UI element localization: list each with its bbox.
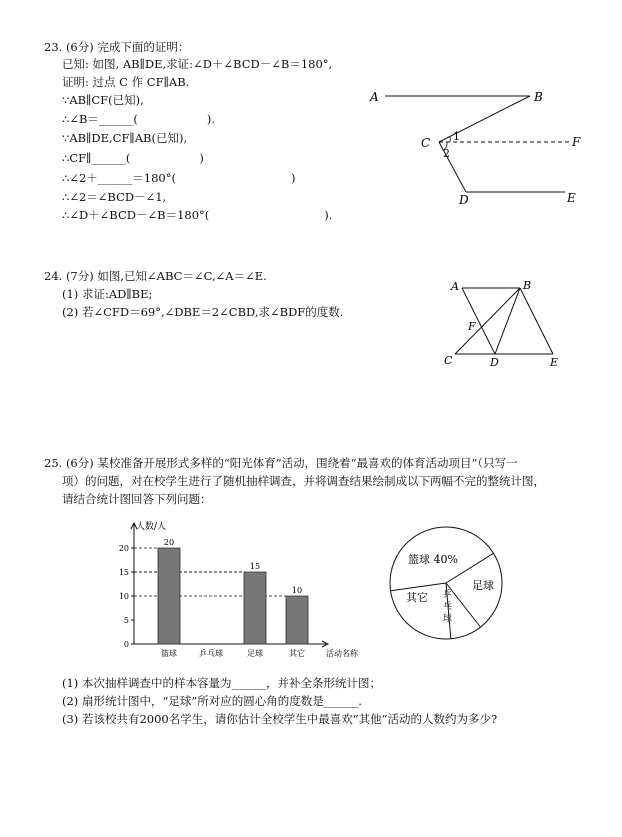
y-tick-label: 0 [123,640,129,649]
q23-step-6: ∴∠2＝∠BCD－∠1, [62,190,167,204]
pie-slice-label: 足球 [472,579,494,592]
q23-step-4: ∴CF∥______( ) [62,151,204,165]
category-label: 乒乓球 [199,649,223,658]
y-tick-label: 15 [118,568,129,577]
label-a: A [451,280,459,293]
category-label: 其它 [289,649,305,658]
q25-text-3: 请结合统计图回答下列问题： [62,492,212,506]
label-f: F [572,135,581,149]
q24-geometry-figure [440,276,580,371]
q23-header: 23. (6分) 完成下面的证明： [44,40,190,54]
pie-slice-label: 其它 [406,591,428,604]
q24-part-2: (2) 若∠CFD＝69°,∠DBE＝2∠CBD,求∠BDF的度数. [62,305,344,319]
q25-question-3: (3) 若该校共有2000名学生，请你估计全校学生中最喜欢“其他”活动的人数约为多少? [62,712,498,726]
label-d: D [490,356,499,369]
q23-given: 已知: 如图, AB∥DE,求证:∠D＋∠BCD－∠B＝180°, [62,57,333,71]
label-e: E [550,356,559,369]
q23-step-5: ∴∠2＋______＝180°( ) [62,171,296,185]
y-tick-label: 20 [118,544,129,553]
y-axis-title: 人数/人 [136,522,167,532]
line-bd [495,288,520,354]
bar-data-label: 20 [163,538,175,547]
bar-data-label: 10 [291,586,303,595]
x-axis-title: 活动名称 [326,649,358,658]
line-ad [462,288,495,354]
q23-step-1: ∵AB∥CF(已知), [62,93,144,107]
bar-chart [112,520,372,665]
q24-part-1: (1) 求证:AD∥BE; [62,287,153,301]
pie-slice-label: 乓 [443,602,453,612]
label-f: F [468,320,476,333]
label-angle-1: 1 [453,130,460,143]
bar-2 [244,572,266,644]
q24-header: 24. (7分) 如图,已知∠ABC＝∠C,∠A＝∠E. [44,269,267,283]
pie-slice-label: 篮球 40% [408,553,458,566]
label-angle-2: 2 [443,147,450,160]
category-label: 足球 [247,649,263,658]
label-b: B [523,279,532,292]
y-tick-label: 10 [118,592,129,601]
q23-step-3: ∵AB∥DE,CF∥AB(已知), [62,131,188,145]
bar-3 [286,596,308,644]
q23-step-7: ∴∠D＋∠BCD－∠B＝180°( ). [62,208,333,222]
bar-data-label: 15 [249,562,261,571]
q25-header: 25. (6分) 某校准备开展形式多样的“阳光体育”活动，围绕着“最喜欢的体育活动项目”（只写一 [44,456,518,470]
q23-proof-start: 证明: 过点 C 作 CF∥AB. [62,75,190,89]
label-c: C [444,354,453,367]
q23-geometry-figure [360,82,600,212]
label-a: A [370,90,379,104]
bar-0 [158,548,180,644]
label-d: D [459,193,469,207]
pie-slice-label: 球 [443,614,453,624]
pie-chart [386,523,506,643]
q25-text-2: 项）的问题，对在校学生进行了随机抽样调查，并将调查结果绘制成以下两幅不完的整统计图， [62,474,545,488]
q25-question-2: (2) 扇形统计图中，“足球”所对应的圆心角的度数是______. [62,694,362,708]
pie-slice-label: 乒 [443,590,453,600]
label-e: E [567,191,576,205]
line-be [520,288,553,354]
category-label: 篮球 [161,649,177,658]
y-tick-label: 5 [123,616,129,625]
q23-step-2: ∴∠B＝______( ). [62,112,216,126]
q25-question-1: (1) 本次抽样调查中的样本容量为______，并补全条形统计图； [62,676,381,690]
label-b: B [534,90,543,104]
line-bc [455,288,520,354]
label-c: C [421,136,431,150]
